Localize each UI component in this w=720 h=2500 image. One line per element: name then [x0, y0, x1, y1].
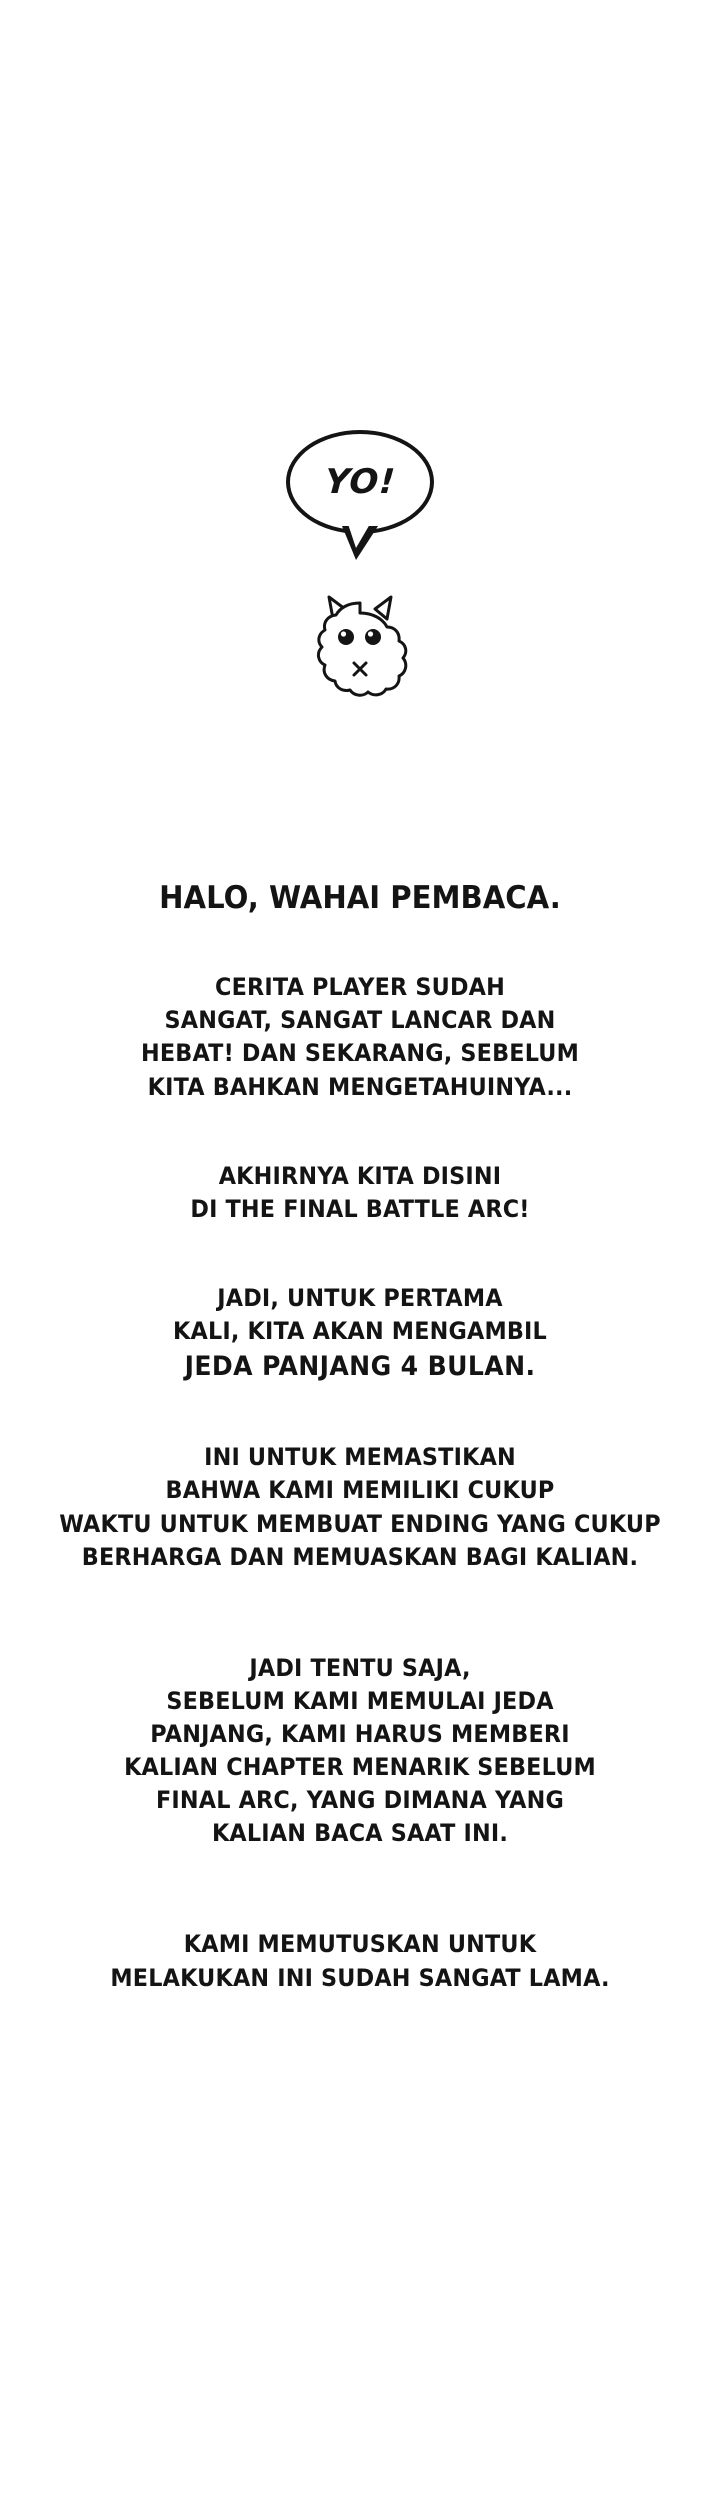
- speech-bubble: [286, 430, 434, 534]
- paragraph-line: FINAL ARC, YANG DIMANA YANG: [155, 1786, 565, 1815]
- paragraph-final-arc: [25, 1160, 695, 1226]
- paragraph-line: JADI TENTU SAJA,: [249, 1653, 471, 1682]
- paragraph-reason: [25, 1441, 695, 1573]
- speech-bubble-container: [0, 430, 720, 534]
- paragraph-line: AKHIRNYA KITA DISINI: [218, 1161, 502, 1190]
- paragraph-line: KALIAN CHAPTER MENARIK SEBELUM: [124, 1753, 596, 1782]
- paragraph-line: SEBELUM KAMI MEMULAI JEDA: [166, 1686, 554, 1715]
- paragraph-line: JADI, UNTUK PERTAMA: [217, 1283, 503, 1312]
- paragraph-chapter-note: [25, 1652, 695, 1851]
- speech-bubble-tail-icon: [342, 526, 378, 560]
- page-title: HALO, WAHAI PEMBACA.: [159, 880, 561, 916]
- paragraph-line: SANGAT, SANGAT LANCAR DAN: [164, 1006, 556, 1035]
- paragraph-line: INI UNTUK MEMASTIKAN: [204, 1443, 516, 1472]
- paragraph-hiatus: [25, 1282, 695, 1385]
- paragraph-line: MELAKUKAN INI SUDAH SANGAT LAMA.: [110, 1963, 610, 1992]
- hiatus-emphasis-text: JEDA PANJANG 4 BULAN.: [184, 1351, 536, 1383]
- paragraph-line: KALIAN BACA SAAT INI.: [211, 1819, 509, 1848]
- mascot-container: [0, 585, 720, 705]
- author-note-content: [0, 880, 720, 1995]
- paragraph-line: KALI, KITA AKAN MENGAMBIL: [173, 1316, 547, 1345]
- paragraph-line: KAMI MEMUTUSKAN UNTUK: [183, 1930, 537, 1959]
- paragraph-decision: [25, 1928, 695, 1994]
- paragraph-intro: [25, 971, 695, 1103]
- paragraph-line: KITA BAHKAN MENGETAHUINYA...: [147, 1072, 573, 1101]
- speech-bubble-text: YO!: [323, 462, 397, 502]
- paragraph-line: BAHWA KAMI MEMILIKI CUKUP: [165, 1476, 555, 1505]
- paragraph-line: CERITA PLAYER SUDAH: [215, 973, 505, 1002]
- paragraph-line: BERHARGA DAN MEMUASKAN BAGI KALIAN.: [81, 1542, 639, 1571]
- fluffy-creature-icon: [305, 585, 415, 705]
- paragraph-line: HEBAT! DAN SEKARANG, SEBELUM: [140, 1039, 580, 1068]
- paragraph-line: WAKTU UNTUK MEMBUAT ENDING YANG CUKUP: [59, 1509, 661, 1538]
- paragraph-line: PANJANG, KAMI HARUS MEMBERI: [150, 1719, 570, 1748]
- paragraph-line: DI THE FINAL BATTLE ARC!: [190, 1194, 530, 1223]
